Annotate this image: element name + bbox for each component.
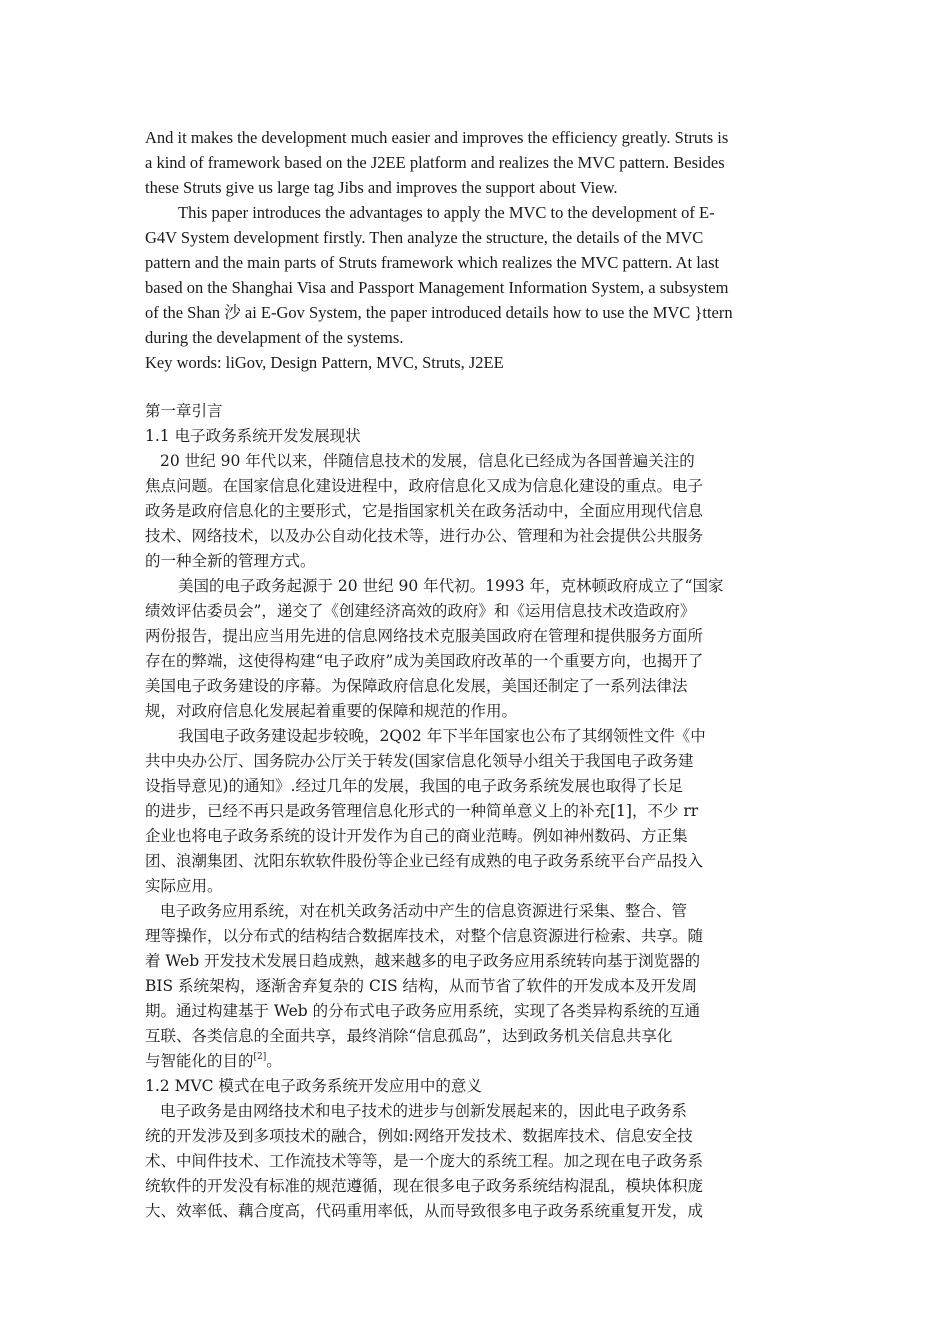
- sentence-end: 。: [266, 1052, 282, 1070]
- body-line: 规，对政府信息化发展起着重要的保障和规范的作用。: [145, 702, 518, 720]
- body-line: 统软件的开发没有标准的规范遵循，现在很多电子政务系统结构混乱，模块体积庞: [145, 1177, 704, 1195]
- body-line: 的一种全新的管理方式。: [145, 552, 316, 570]
- body-line: 互联、各类信息的全面共享，最终消除“信息孤岛”，达到政务机关信息共享化: [145, 1027, 673, 1045]
- section-heading: 1.2 MVC 模式在电子政务系统开发应用中的意义: [145, 1077, 482, 1095]
- section-heading: 1.1 电子政务系统开发发展现状: [145, 427, 361, 445]
- abstract-line: of the Shan 沙 ai E-Gov System, the paper introduced details how to use the MVC }ttern: [145, 303, 733, 322]
- keywords-line: Key words: liGov, Design Pattern, MVC, Struts, J2EE: [145, 353, 504, 372]
- body-line: 共中央办公厅、国务院办公厅关于转发(国家信息化领导小组关于我国电子政务建: [145, 752, 694, 770]
- body-line: 的进步，已经不再只是政务管理信息化形式的一种简单意义上的补充[1]，不少 rr: [145, 802, 699, 820]
- abstract-line: during the develapment of the systems.: [145, 328, 404, 347]
- citation-mark: [2]: [253, 1052, 267, 1062]
- body-paragraph-start: 20 世纪 90 年代以来，伴随信息技术的发展，信息化已经成为各国普遍关注的: [160, 452, 695, 470]
- abstract-line: based on the Shanghai Visa and Passport Management Information System, a subsystem: [145, 278, 729, 297]
- abstract-line: And it makes the development much easier and improves the efficiency greatly. Struts is: [145, 128, 729, 147]
- body-line: 两份报告，提出应当用先进的信息网络技术克服美国政府在管理和提供服务方面所: [145, 627, 704, 645]
- body-line: 技术、网络技术，以及办公自动化技术等，进行办公、管理和为社会提供公共服务: [145, 527, 704, 545]
- body-line: 大、效率低、藕合度高，代码重用率低，从而导致很多电子政务系统重复开发，成: [145, 1202, 704, 1220]
- body-line: BIS 系统架构，逐渐舍弃复杂的 CIS 结构，从而节省了软件的开发成本及开发周: [145, 977, 698, 995]
- body-line-with-citation: [145, 1049, 282, 1074]
- body-line: 美国电子政务建设的序幕。为保障政府信息化发展，美国还制定了一系列法律法: [145, 677, 688, 695]
- abstract-paragraph-start: This paper introduces the advantages to apply the MVC to the development of E-: [178, 203, 715, 222]
- body-line: 统的开发涉及到多项技术的融合，例如:网络开发技术、数据库技术、信息安全技: [145, 1127, 693, 1145]
- body-line: 团、浪潮集团、沈阳东软软件股份等企业已经有成熟的电子政务系统平台产品投入: [145, 852, 704, 870]
- body-line: 术、中间件技术、工作流技术等等，是一个庞大的系统工程。加之现在电子政务系: [145, 1152, 704, 1170]
- body-line: 实际应用。: [145, 877, 223, 895]
- body-line: 政务是政府信息化的主要形式，它是指国家机关在政务活动中，全面应用现代信息: [145, 502, 704, 520]
- body-paragraph-start: 我国电子政务建设起步较晚，2Q02 年下半年国家也公布了其纲领性文件《中: [178, 727, 706, 745]
- body-line: 存在的弊端，这使得构建“电子政府”成为美国政府改革的一个重要方向，也揭开了: [145, 652, 704, 670]
- body-line: 理等操作，以分布式的结构结合数据库技术，对整个信息资源进行检索、共享。随: [145, 927, 704, 945]
- chapter-heading: 第一章引言: [145, 402, 223, 420]
- body-line: 着 Web 开发技术发展日趋成熟，越来越多的电子政务应用系统转向基于浏览器的: [145, 952, 701, 970]
- abstract-line: a kind of framework based on the J2EE platform and realizes the MVC pattern. Besides: [145, 153, 725, 172]
- abstract-line: pattern and the main parts of Struts framework which realizes the MVC pattern. At last: [145, 253, 720, 272]
- body-line: 设指导意见)的通知》.经过几年的发展，我国的电子政务系统发展也取得了长足: [145, 777, 683, 795]
- body-line-text: 与智能化的目的: [145, 1052, 254, 1070]
- body-paragraph-start: 美国的电子政务起源于 20 世纪 90 年代初。1993 年，克林顿政府成立了“国家: [178, 577, 724, 595]
- body-line: 绩效评估委员会”，递交了《创建经济高效的政府》和《运用信息技术改造政府》: [145, 602, 696, 620]
- body-line: 焦点问题。在国家信息化建设进程中，政府信息化又成为信息化建设的重点。电子: [145, 477, 704, 495]
- body-paragraph-start: 电子政务是由网络技术和电子技术的进步与创新发展起来的，因此电子政务系: [160, 1102, 688, 1120]
- body-paragraph-start: 电子政务应用系统，对在机关政务活动中产生的信息资源进行采集、整合、管: [160, 902, 688, 920]
- abstract-line: G4V System development firstly. Then analyze the structure, the details of the MVC: [145, 228, 704, 247]
- abstract-line: these Struts give us large tag Jibs and improves the support about View.: [145, 178, 618, 197]
- body-line: 期。通过构建基于 Web 的分布式电子政务应用系统，实现了各类异构系统的互通: [145, 1002, 701, 1020]
- body-line: 企业也将电子政务系统的设计开发作为自己的商业范畴。例如神州数码、方正集: [145, 827, 688, 845]
